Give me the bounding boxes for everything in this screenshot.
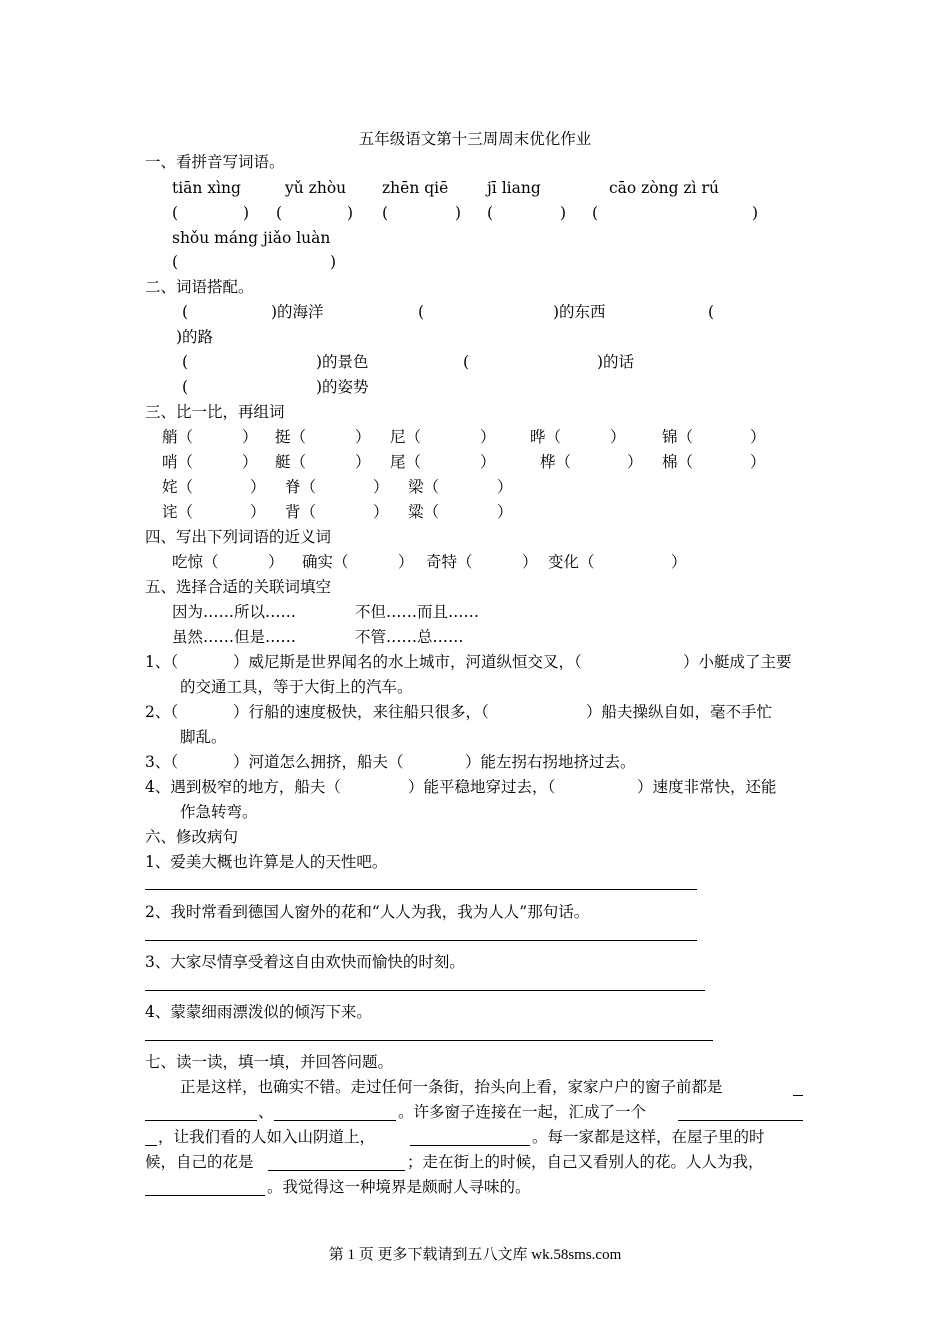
match-open-4: ( (182, 353, 189, 371)
pinyin-2: yǔ zhòu (285, 179, 347, 197)
compare-close: ） (355, 428, 371, 446)
compare-close: ） (480, 453, 496, 471)
q5-4-cont: 作急转弯。 (180, 803, 258, 821)
compare-close: ） (250, 503, 266, 521)
passage-text: ；走在街上的时候，自己又看别人的花。人人为我， (407, 1153, 764, 1171)
fill-blank[interactable] (678, 1120, 803, 1121)
compare-char: 梁（ (408, 478, 440, 496)
answer-blank-open: ( (382, 204, 389, 222)
compare-close: ） (480, 428, 496, 446)
match-open-3: ( (708, 303, 715, 321)
page-title: 五年级语文第十三周周末优化作业 (358, 130, 592, 148)
synonym-close: ） (671, 553, 687, 571)
sentence-item: 3、大家尽情享受着这自由欢快而愉快的时刻。 (145, 953, 465, 971)
q5-4-part: ）速度非常快，还能 (637, 778, 777, 796)
synonym-word: 确实（ (302, 553, 349, 571)
q5-1-part: 1、（ (145, 653, 179, 671)
match-close-6: )的姿势 (316, 378, 369, 396)
synonym-close: ） (268, 553, 284, 571)
q5-2-part: ）行船的速度极快，来往船只很多，（ (233, 703, 489, 721)
pinyin-6: shǒu máng jiǎo luàn (172, 229, 331, 247)
compare-char: 挺（ (275, 428, 307, 446)
conjunction-option: 不但……而且…… (355, 603, 480, 621)
answer-blank-close: ) (243, 204, 250, 222)
compare-char: 脊（ (285, 478, 317, 496)
q5-2-cont: 脚乱。 (180, 728, 227, 746)
pinyin-3: zhēn qiē (382, 179, 449, 197)
passage-line: 正是这样，也确实不错。走过任何一条街，抬头向上看，家家户户的窗子前都是 (180, 1078, 723, 1096)
fill-blank[interactable] (268, 1170, 405, 1171)
compare-char: 晔（ (530, 428, 562, 446)
pinyin-4: jī liang (487, 179, 541, 197)
compare-close: ） (610, 428, 626, 446)
compare-close: ） (373, 503, 389, 521)
q5-2-part: 2、（ (145, 703, 179, 721)
compare-char: 尾（ (390, 453, 422, 471)
compare-close: ） (497, 503, 513, 521)
q5-4-part: 4、遇到极窄的地方，船夫（ (145, 778, 341, 796)
answer-blank-close: ) (330, 253, 337, 271)
passage-text: 。我觉得这一种境界是颇耐人寻味的。 (267, 1178, 531, 1196)
match-close-1: )的海洋 (271, 303, 324, 321)
section-3-heading: 三、比一比，再组词 (145, 403, 285, 421)
q5-1-part: ）威尼斯是世界闻名的水上城市，河道纵恒交叉，（ (233, 653, 582, 671)
q5-3-part: ）河道怎么拥挤，船夫（ (233, 753, 404, 771)
synonym-close: ） (522, 553, 538, 571)
fill-blank[interactable] (793, 1095, 803, 1096)
match-close-4: )的景色 (316, 353, 369, 371)
match-close-2: )的东西 (553, 303, 606, 321)
q5-3-part: 3、（ (145, 753, 179, 771)
compare-close: ） (627, 453, 643, 471)
conjunction-option: 因为……所以…… (172, 603, 297, 621)
fill-blank[interactable] (145, 1145, 157, 1146)
compare-close: ） (250, 478, 266, 496)
fill-blank[interactable] (274, 1120, 396, 1121)
answer-line[interactable] (145, 940, 697, 941)
answer-blank-open: ( (487, 204, 494, 222)
compare-char: 诧（ (162, 503, 194, 521)
compare-close: ） (242, 453, 258, 471)
synonym-close: ） (398, 553, 414, 571)
synonym-word: 吃惊（ (172, 553, 219, 571)
pinyin-1: tiān xìng (172, 179, 241, 197)
q5-2-part: ）船夫操纵自如，毫不手忙 (586, 703, 773, 721)
compare-char: 艄（ (162, 428, 194, 446)
compare-char: 棉（ (662, 453, 694, 471)
passage-text: 。每一家都是这样，在屋子里的时 (532, 1128, 765, 1146)
answer-blank-close: ) (560, 204, 567, 222)
sentence-item: 4、蒙蒙细雨漂泼似的倾泻下来。 (145, 1003, 372, 1021)
section-6-heading: 六、修改病句 (145, 828, 239, 846)
fill-blank[interactable] (410, 1145, 530, 1146)
compare-char: 姹（ (162, 478, 194, 496)
compare-close: ） (242, 428, 258, 446)
section-2-heading: 二、词语搭配。 (145, 278, 254, 296)
passage-text: 候，自己的花是 (145, 1153, 254, 1171)
q5-3-part: ）能左拐右拐地挤过去。 (465, 753, 636, 771)
compare-close: ） (750, 453, 766, 471)
answer-line[interactable] (145, 990, 705, 991)
match-open-2: ( (418, 303, 425, 321)
fill-blank[interactable] (145, 1120, 257, 1121)
compare-char: 粱（ (408, 503, 440, 521)
compare-char: 背（ (285, 503, 317, 521)
answer-blank-close: ) (455, 204, 462, 222)
match-open-6: ( (182, 378, 189, 396)
answer-blank-open: ( (172, 204, 179, 222)
fill-blank[interactable] (145, 1195, 265, 1196)
answer-blank-open: ( (592, 204, 599, 222)
sentence-item: 2、我时常看到德国人窗外的花和“人人为我，我为人人”那句话。 (145, 903, 590, 921)
compare-close: ） (355, 453, 371, 471)
sentence-item: 1、爱美大概也许算是人的天性吧。 (145, 853, 388, 871)
page-footer: 第 1 页 更多下载请到五八文库 wk.58sms.com (328, 1247, 622, 1263)
q5-1-part: ）小艇成了主要 (683, 653, 792, 671)
q5-4-part: ）能平稳地穿过去，（ (408, 778, 556, 796)
answer-line[interactable] (145, 889, 697, 890)
compare-char: 桦（ (540, 453, 572, 471)
answer-blank-close: ) (347, 204, 354, 222)
compare-close: ） (750, 428, 766, 446)
match-open-5: ( (463, 353, 470, 371)
answer-blank-open: ( (172, 253, 179, 271)
section-7-heading: 七、读一读，填一填，并回答问题。 (145, 1053, 394, 1071)
compare-close: ） (497, 478, 513, 496)
q5-1-cont: 的交通工具，等于大街上的汽车。 (180, 678, 413, 696)
synonym-word: 变化（ (548, 553, 595, 571)
section-1-heading: 一、看拼音写词语。 (145, 153, 285, 171)
match-close-3: )的路 (176, 328, 214, 346)
section-5-heading: 五、选择合适的关联词填空 (145, 578, 332, 596)
answer-blank-open: ( (276, 204, 283, 222)
pinyin-5: cāo zòng zì rú (609, 179, 719, 197)
match-open-1: ( (182, 303, 189, 321)
passage-text: 。许多窗子连接在一起，汇成了一个 (398, 1103, 647, 1121)
section-4-heading: 四、写出下列词语的近义词 (145, 528, 332, 546)
compare-char: 艇（ (275, 453, 307, 471)
passage-text: 、 (258, 1103, 274, 1121)
passage-text: ，让我们看的人如入山阴道上， (158, 1128, 376, 1146)
answer-line[interactable] (145, 1040, 713, 1041)
compare-char: 锦（ (662, 428, 694, 446)
conjunction-option: 不管……总…… (355, 628, 464, 646)
compare-char: 哨（ (162, 453, 194, 471)
answer-blank-close: ) (752, 204, 759, 222)
conjunction-option: 虽然……但是…… (172, 628, 297, 646)
compare-close: ） (373, 478, 389, 496)
match-close-5: )的话 (597, 353, 635, 371)
synonym-word: 奇特（ (426, 553, 473, 571)
compare-char: 尼（ (390, 428, 422, 446)
